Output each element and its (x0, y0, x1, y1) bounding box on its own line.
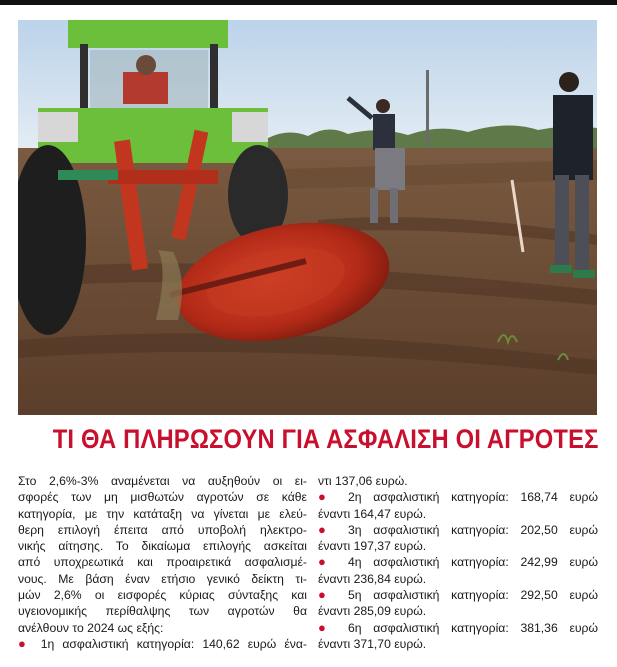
bullet-item-6 (318, 620, 598, 636)
body-line: κατηγορία, με την κατάταξη να γίνεται με ελεύ- (18, 506, 307, 521)
body-line: μών 2,6% οι εισφορές κύριας σύνταξης και (18, 588, 307, 603)
bullet-continuation: έναντι 236,84 ευρώ. (318, 571, 427, 586)
body-line: ανέλθουν το 2024 ως εξής: (18, 620, 164, 635)
bullet-text: 1η ασφαλιστική κατηγορία: 140,62 ευρώ ένα- (40, 636, 307, 651)
body-line: νους. Με βάση έναν ετήσιο γενικό δείκτη τι- (18, 571, 307, 586)
bullet-dot-icon: ● (318, 489, 335, 505)
bullet-item-3 (318, 522, 598, 538)
body-line: από υποχρεωτικά και προαιρετικά ασφαλισμέ- (18, 555, 307, 570)
bullet-text: 2η ασφαλιστική κατηγορία: 168,74 ευρώ (347, 490, 598, 505)
body-line: νικής αίτησης. Το δικαίωμα επιλογής ασκείται (18, 539, 307, 554)
bullet-item-5 (318, 587, 598, 603)
bullet-continuation: έναντι 197,37 ευρώ. (318, 539, 427, 554)
bullet-continuation: έναντι 371,70 ευρώ. (318, 636, 427, 651)
bullet-text: 4η ασφαλιστική κατηγορία: 242,99 ευρώ (347, 555, 598, 570)
bullet-item-1 (18, 636, 307, 652)
bullet-item-2 (318, 489, 598, 505)
bullet-dot-icon: ● (318, 619, 335, 635)
body-line: θερη επιλογή έπειτα από υποβολή ηλεκτρο- (18, 522, 307, 537)
top-rule (0, 0, 617, 5)
body-line: υγειονομικής περίθαλψης των αγροτών θα (18, 604, 307, 619)
bullet-text: 5η ασφαλιστική κατηγορία: 292,50 ευρώ (347, 588, 598, 603)
article-body-right-column (318, 473, 598, 652)
bullet-dot-icon: ● (318, 587, 335, 603)
article-body-left-column (18, 473, 307, 652)
bullet-text: 6η ασφαλιστική κατηγορία: 381,36 ευρώ (347, 620, 598, 635)
body-line: Στο 2,6%-3% αναμένεται να αυξηθούν οι ει- (18, 474, 307, 488)
bullet-dot-icon: ● (318, 554, 335, 570)
bullet-text: 3η ασφαλιστική κατηγορία: 202,50 ευρώ (347, 522, 598, 537)
bullet-dot-icon: ● (318, 521, 335, 537)
body-line: σφορές των μη μισθωτών αγροτών σε κάθε (18, 490, 307, 505)
bullet-dot-icon: ● (18, 635, 31, 651)
article-photo (18, 20, 597, 415)
tractor-field-image (18, 20, 597, 415)
bullet-item-4 (318, 554, 598, 570)
body-line: ντι 137,06 ευρώ. (318, 474, 408, 488)
article-headline: ΤΙ ΘΑ ΠΛΗΡΩΣΟΥΝ ΓΙΑ ΑΣΦΑΛΙΣΗ ΟΙ ΑΓΡΟΤΕΣ (52, 424, 599, 454)
bullet-continuation: έναντι 285,09 ευρώ. (318, 604, 427, 619)
bullet-continuation: έναντι 164,47 ευρώ. (318, 506, 427, 521)
